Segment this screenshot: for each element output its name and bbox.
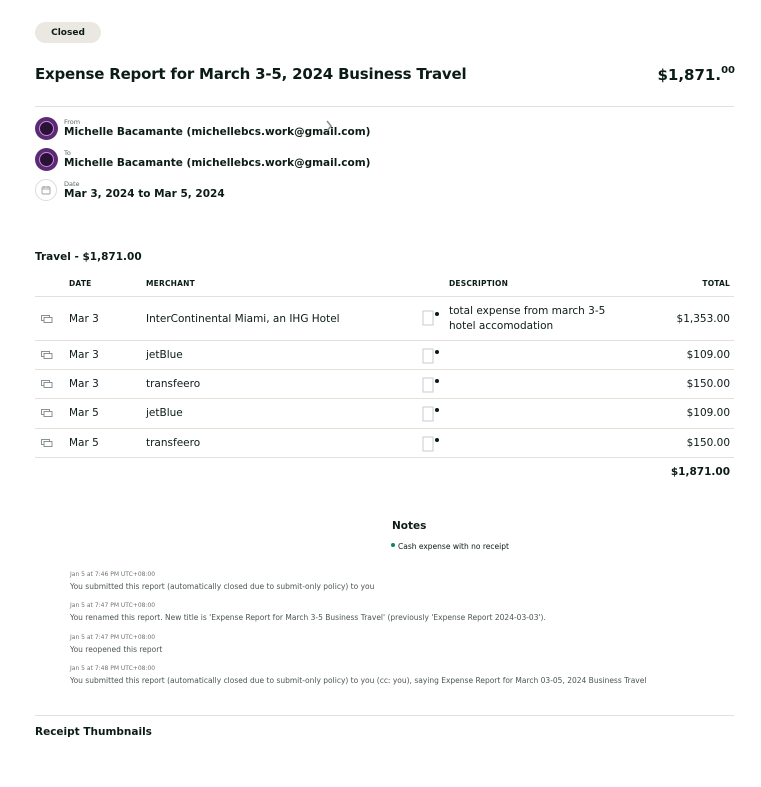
table-row[interactable]: [35, 341, 734, 369]
cash-expense-icon: [41, 380, 53, 388]
history-time: Jan 5 at 7:46 PM UTC+08:00: [70, 571, 156, 578]
calendar-icon: [35, 179, 57, 201]
history-text: You reopened this report: [70, 645, 163, 654]
row-merchant: transfeero: [146, 378, 201, 390]
row-merchant: InterContinental Miami, an IHG Hotel: [146, 313, 340, 325]
row-merchant: jetBlue: [146, 407, 183, 419]
row-total: $1,353.00: [676, 313, 730, 325]
date-value: Mar 3, 2024 to Mar 5, 2024: [64, 188, 225, 200]
row-total: $150.00: [686, 437, 730, 449]
notes-item: [391, 542, 509, 551]
section-title: Travel - $1,871.00: [35, 251, 142, 263]
row-merchant: transfeero: [146, 437, 201, 449]
row-description: total expense from march 3-5: [449, 305, 606, 317]
to-value: Michelle Bacamante (michellebcs.work@gmail.com): [64, 157, 371, 169]
report-title: Expense Report for March 3-5, 2024 Business Travel: [35, 65, 467, 83]
to-row: [35, 148, 371, 174]
from-label: From: [64, 118, 81, 126]
grand-total: $1,871.00: [670, 466, 730, 478]
notes-title: Notes: [392, 520, 427, 532]
table-row[interactable]: [35, 429, 734, 457]
to-avatar: [35, 148, 58, 171]
chevron-right-icon[interactable]: [325, 120, 333, 132]
cash-expense-icon: [41, 351, 53, 359]
cash-dot-icon: [391, 543, 395, 547]
row-date: Mar 3: [69, 349, 99, 361]
history-text: You submitted this report (automatically closed due to submit-only policy) to you: [70, 582, 375, 591]
report-total-main: $1,871.: [657, 66, 722, 84]
date-label: Date: [64, 180, 80, 188]
missing-receipt-icon[interactable]: [422, 436, 440, 452]
history-text: You submitted this report (automatically closed due to submit-only policy) to you (cc: you), saying Expense Report for March 03-05, 2024 Business Travel: [70, 676, 647, 685]
report-total-cents: 00: [721, 65, 735, 76]
missing-receipt-icon[interactable]: [422, 310, 440, 326]
receipt-thumbnails-title: Receipt Thumbnails: [35, 726, 152, 738]
history-time: Jan 5 at 7:48 PM UTC+08:00: [70, 665, 156, 672]
cash-expense-icon: [41, 315, 53, 323]
history-time: Jan 5 at 7:47 PM UTC+08:00: [70, 634, 156, 641]
status-badge: Closed: [35, 22, 101, 43]
history-time: Jan 5 at 7:47 PM UTC+08:00: [70, 602, 156, 609]
row-total: $109.00: [686, 407, 730, 419]
cash-expense-icon: [41, 439, 53, 447]
column-header-merchant[interactable]: MERCHANT: [146, 279, 195, 288]
from-value: Michelle Bacamante (michellebcs.work@gmail.com): [64, 126, 371, 138]
row-divider: [35, 457, 734, 458]
row-total: $109.00: [686, 349, 730, 361]
row-date: Mar 5: [69, 407, 99, 419]
to-label: To: [64, 149, 71, 157]
report-total: [657, 66, 735, 84]
thumbnails-divider: [35, 715, 734, 716]
from-row[interactable]: [35, 117, 371, 143]
row-merchant: jetBlue: [146, 349, 183, 361]
column-header-date[interactable]: DATE: [69, 279, 92, 288]
header-divider: [35, 106, 734, 107]
missing-receipt-icon[interactable]: [422, 348, 440, 364]
missing-receipt-icon[interactable]: [422, 377, 440, 393]
notes-item-text: Cash expense with no receipt: [398, 542, 509, 551]
row-date: Mar 3: [69, 313, 99, 325]
table-row[interactable]: [35, 399, 734, 428]
column-header-description[interactable]: DESCRIPTION: [449, 279, 509, 288]
missing-receipt-icon[interactable]: [422, 406, 440, 422]
row-total: $150.00: [686, 378, 730, 390]
table-row[interactable]: [35, 370, 734, 398]
row-date: Mar 5: [69, 437, 99, 449]
column-header-total[interactable]: TOTAL: [702, 279, 730, 288]
row-date: Mar 3: [69, 378, 99, 390]
history-text: You renamed this report. New title is 'Expense Report for March 3-5 Business Travel' (previously 'Expense Report 2024-03-03').: [70, 613, 546, 622]
row-description-line2: hotel accomodation: [449, 320, 554, 332]
date-row: [35, 179, 335, 205]
from-avatar: [35, 117, 58, 140]
cash-expense-icon: [41, 409, 53, 417]
table-row[interactable]: [35, 297, 734, 340]
